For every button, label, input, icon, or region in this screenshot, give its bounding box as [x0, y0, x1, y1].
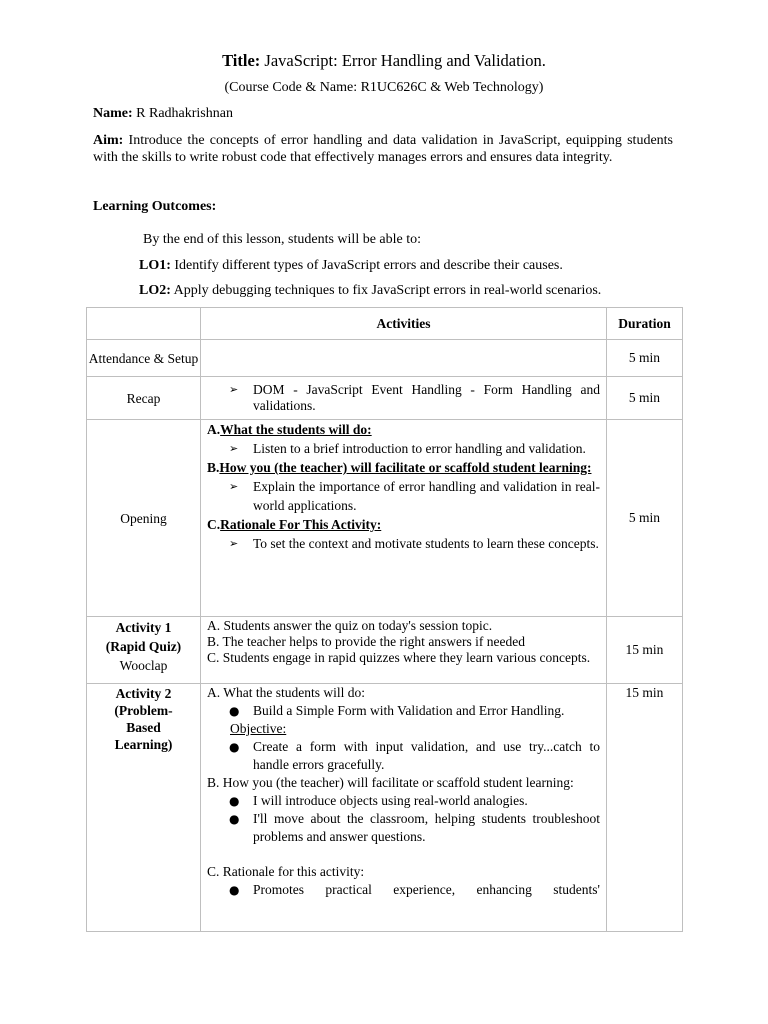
dot-bullet-icon: ●: [229, 704, 240, 718]
learning-outcome-2: [139, 283, 601, 299]
activity2-label-line2: (Problem-Based Learning): [114, 703, 173, 752]
activity2-a-line: A. What the students will do:: [207, 685, 365, 700]
header-blank: [87, 308, 201, 340]
spacer: [207, 846, 600, 863]
opening-a-item: [207, 439, 600, 458]
activity2-a-item-text: Build a Simple Form with Validation and Error Handling.: [253, 703, 565, 718]
activity2-b-item2: [207, 810, 600, 846]
table-header-row: [87, 308, 683, 340]
arrow-bullet-icon: ➢: [229, 442, 239, 455]
opening-a-prefix: A.: [207, 422, 221, 437]
opening-duration: 5 min: [607, 420, 683, 617]
opening-activities: [201, 420, 607, 617]
attendance-label: Attendance & Setup: [87, 340, 201, 377]
activity1-line-b: B. The teacher helps to provide the right answers if needed: [207, 634, 526, 649]
activity2-c-line: C. Rationale for this activity:: [207, 864, 365, 879]
activity2-c-item-text: Promotes practical experience, enhancing students': [253, 882, 600, 897]
opening-c-heading-text: Rationale For This Activity:: [220, 517, 382, 532]
opening-a-heading: [207, 420, 600, 439]
activity2-objective-label: [207, 720, 600, 738]
aim-label: Aim:: [93, 133, 124, 148]
title-label: Title:: [222, 51, 261, 70]
lo1-label: LO1:: [139, 258, 171, 273]
table-row-activity1: [87, 617, 683, 684]
arrow-bullet-icon: ➢: [229, 537, 239, 550]
objective-label-text: Objective:: [230, 721, 287, 736]
attendance-duration: 5 min: [607, 340, 683, 377]
activity2-duration: 15 min: [607, 684, 683, 932]
activity2-b-item2-text: I'll move about the classroom, helping students troubleshoot problems and answer questions.: [253, 811, 600, 844]
attendance-activities: [201, 340, 607, 377]
recap-duration: 5 min: [607, 377, 683, 420]
activity2-objective-item: [207, 738, 600, 774]
activity1-label: [87, 617, 201, 684]
activity2-a-item: [207, 702, 600, 720]
name-label: Name:: [93, 106, 133, 121]
activity2-c-item: [207, 881, 600, 899]
table-row-opening: [87, 420, 683, 617]
opening-c-item: [207, 534, 600, 553]
opening-b-prefix: B.: [207, 460, 220, 475]
activity1-line-a: A. Students answer the quiz on today's session topic.: [207, 618, 493, 633]
opening-label: Opening: [87, 420, 201, 617]
activity2-objective-item-text: Create a form with input validation, and use try...catch to handle errors gracefully.: [253, 739, 600, 772]
dot-bullet-icon: ●: [229, 812, 240, 826]
lo1-text: Identify different types of JavaScript errors and describe their causes.: [170, 258, 563, 273]
document-title: [0, 51, 768, 71]
opening-c-heading: [207, 515, 600, 534]
lesson-plan-table: [86, 307, 683, 932]
recap-item: [207, 382, 600, 414]
activity2-label: [87, 684, 201, 932]
recap-label: Recap: [87, 377, 201, 420]
title-text: JavaScript: Error Handling and Validation.: [260, 51, 546, 70]
opening-b-heading-text: How you (the teacher) will facilitate or scaffold student learning:: [219, 460, 592, 475]
activity1-activities: [201, 617, 607, 684]
opening-b-item-text: Explain the importance of error handling and validation in real-world applications.: [253, 479, 600, 513]
activity1-label-line2: (Rapid Quiz): [105, 639, 182, 654]
activity2-b-item1-text: I will introduce objects using real-world analogies.: [253, 793, 528, 808]
recap-item-text: DOM - JavaScript Event Handling - Form Handling and validations.: [253, 382, 600, 413]
activity2-b-item1: [207, 792, 600, 810]
opening-a-item-text: Listen to a brief introduction to error handling and validation.: [253, 441, 586, 456]
name-value: R Radhakrishnan: [132, 106, 233, 121]
header-duration: Duration: [607, 308, 683, 340]
dot-bullet-icon: ●: [229, 794, 240, 808]
course-subtitle: (Course Code & Name: R1UC626C & Web Technology): [224, 80, 544, 95]
recap-activities: [201, 377, 607, 420]
activity1-label-line3: Wooclap: [119, 658, 168, 673]
table-row-attendance: [87, 340, 683, 377]
arrow-bullet-icon: ➢: [229, 383, 239, 396]
table-row-recap: [87, 377, 683, 420]
lo2-label: LO2:: [139, 283, 171, 298]
activity2-b-line: B. How you (the teacher) will facilitate or scaffold student learning:: [207, 775, 574, 790]
author-name: [93, 106, 233, 122]
opening-b-item: [207, 477, 600, 515]
opening-c-item-text: To set the context and motivate students to learn these concepts.: [253, 536, 599, 551]
arrow-bullet-icon: ➢: [229, 480, 239, 493]
activity2-label-line1: Activity 2: [115, 686, 172, 701]
opening-b-heading: [207, 458, 600, 477]
learning-outcomes-heading: Learning Outcomes:: [93, 199, 217, 214]
opening-a-heading-text: What the students will do:: [220, 422, 372, 437]
learning-outcome-1: [139, 258, 563, 274]
table-row-activity2: [87, 684, 683, 932]
activity1-duration: 15 min: [607, 617, 683, 684]
aim-paragraph: [93, 132, 673, 166]
header-activities: Activities: [201, 308, 607, 340]
lo2-text: Apply debugging techniques to fix JavaScript errors in real-world scenarios.: [170, 283, 602, 298]
activity1-label-line1: Activity 1: [115, 620, 172, 635]
dot-bullet-icon: ●: [229, 883, 240, 897]
activity2-activities: [201, 684, 607, 932]
activity1-line-c: C. Students engage in rapid quizzes where they learn various concepts.: [207, 650, 591, 665]
learning-outcomes-intro: By the end of this lesson, students will be able to:: [143, 232, 422, 247]
opening-c-prefix: C.: [207, 517, 221, 532]
aim-text: Introduce the concepts of error handling and data validation in JavaScript, equipping students with the skills to write robust code that effectively manages errors and ensures data integrity.: [93, 133, 673, 165]
dot-bullet-icon: ●: [229, 740, 240, 754]
